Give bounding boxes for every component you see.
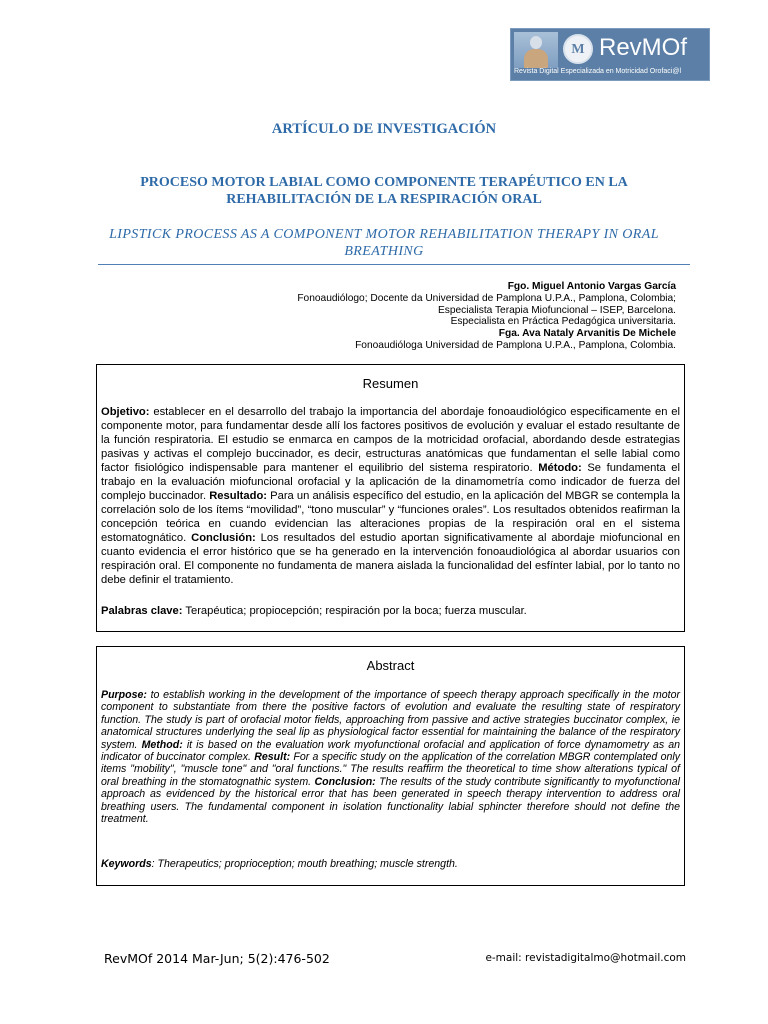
resumen-box [96,364,685,632]
metodo-label: Método: [538,462,582,474]
palabras-clave-label: Palabras clave: [101,605,183,617]
method-text: it is based on the evaluation work myofunctional orofacial and application of force dynamometry as an indicator of buccinator complex. [101,738,681,764]
email-footer: e-mail: revistadigitalmo@hotmail.com [485,952,686,964]
author-2-name: Fga. Ava Nataly Arvanitis De Michele [498,328,676,340]
resultado-label: Resultado: [209,490,268,502]
title-divider [98,264,690,265]
journal-tagline: Revista Digital Especializada en Motricidad Orofaci@l [514,68,682,75]
result-text: For a specific study on the application of the correlation MBGR contemplated only items "mobility", "muscle tone" and "oral functions." The results reaffirm the theoretical to time show alterations typical of oral breathing in the stomatognathic system. [101,751,681,788]
metodo-text: Se fundamenta el trabajo en la evaluación miofuncional orofacial y la aplicación de la dinamometría como indicador de fuerza del complejo buccinador. [101,462,680,502]
author-1-affiliation-1: Fonoaudiólogo; Docente da Universidad de Pamplona U.P.A., Pamplona, Colombia; [297,292,676,304]
result-label: Result: [254,751,291,764]
method-label: Method: [141,738,183,751]
conclusion-en-text: The results of the study contribute significantly to myofunctional approach as evidenced by the historical error that has been generated in speech therapy intervention to address oral breathing users. The fundamental component in isolation functionality labial sphincter therefore should not define the treatment. [101,775,681,826]
objetivo-text: establecer en el desarrollo del trabajo la importancia del abordaje fonoaudiológico especificamente en el componente motor, para fundamentar desde allí los factores positivos de evolución y evaluar el estado resultante de la función respiratoria. El estudio se enmarca en campos de la motricidad orofacial, abordando desde estrategias pasivas y activas el complejo buccinador, es decir, estructuras anatómicas que fundamentan el selle labial como factor fisiológico indispensable para mantener el equilibrio del sistema respiratorio. [101,406,680,474]
anatomy-figure-image [514,32,558,68]
purpose-text: to establish working in the development of the importance of speech therapy approach specifically in the motor component to substantiate from there the positive factors of evolution and evaluate the resulting state of respiratory function. The study is part of orofacial motor fields, approaching from passive and active strategies buccinator complex, ie anatomical structures underlying the seal lip as physiological factor essential for maintaining the balance of the respiratory system. [101,689,680,751]
purpose-label: Purpose: [101,689,147,701]
journal-logo [510,28,710,81]
keywords-text: : Therapeutics; proprioception; mouth breathing; muscle strength. [151,858,458,870]
palabras-clave [101,605,680,617]
author-block [200,281,676,352]
title-spanish: PROCESO MOTOR LABIAL COMO COMPONENTE TERAPÉUTICO EN LA REHABILITACIÓN DE LA RESPIRACIÓN ORAL [140,175,628,207]
journal-name: RevMOf [599,34,688,61]
title-english: LIPSTICK PROCESS AS A COMPONENT MOTOR REHABILITATION THERAPY IN ORAL BREATHING [109,227,659,259]
citation-footer: RevMOf 2014 Mar-Jun; 5(2):476-502 [104,951,330,966]
article-type: ARTÍCULO DE INVESTIGACIÓN [271,121,497,137]
abstract-heading: Abstract [366,658,415,673]
palabras-clave-text: Terapéutica; propiocepción; respiración por la boca; fuerza muscular. [182,605,527,617]
keywords-label: Keywords [101,858,152,870]
objetivo-label: Objetivo: [101,406,150,418]
author-1-name: Fgo. Miguel Antonio Vargas García [507,281,676,292]
author-1-affiliation-3: Especialista en Práctica Pedagógica universitaria. [450,316,676,328]
conclusion-text: Los resultados del estudio aportan significativamente al abordaje miofuncional en cuanto evidencia el error histórico que se ha generado en la intervención fonoaudiológica al abordar usuarios con respiración oral. El componente no fundamenta de manera aislada la funcionalidad del esfínter labial, por lo tanto no debe definir el tratamiento. [101,532,680,586]
resumen-body [101,405,680,587]
conclusion-label: Conclusión: [191,532,256,544]
abstract-body [101,689,680,825]
keywords [101,858,680,870]
resumen-heading: Resumen [362,376,419,391]
abstract-box [96,646,685,886]
journal-seal-icon: M [563,34,593,64]
author-1-affiliation-2: Especialista Terapia Miofuncional – ISEP, Barcelona. [437,304,676,316]
resultado-text: Para un análisis específico del estudio, en la aplicación del MBGR se contempla la correlación solo de los ítems “movilidad”, “tono muscular” y “funciones orales”. Los resultados obtenidos reafirman la concepción teórica en cuando evidencian las alteraciones propias de la respiración oral en el sistema estomatognático. [101,490,680,544]
conclusion-en-label: Conclusion: [314,775,376,788]
author-2-affiliation-1: Fonoaudióloga Universidad de Pamplona U.P.A., Pamplona, Colombia. [355,339,676,351]
